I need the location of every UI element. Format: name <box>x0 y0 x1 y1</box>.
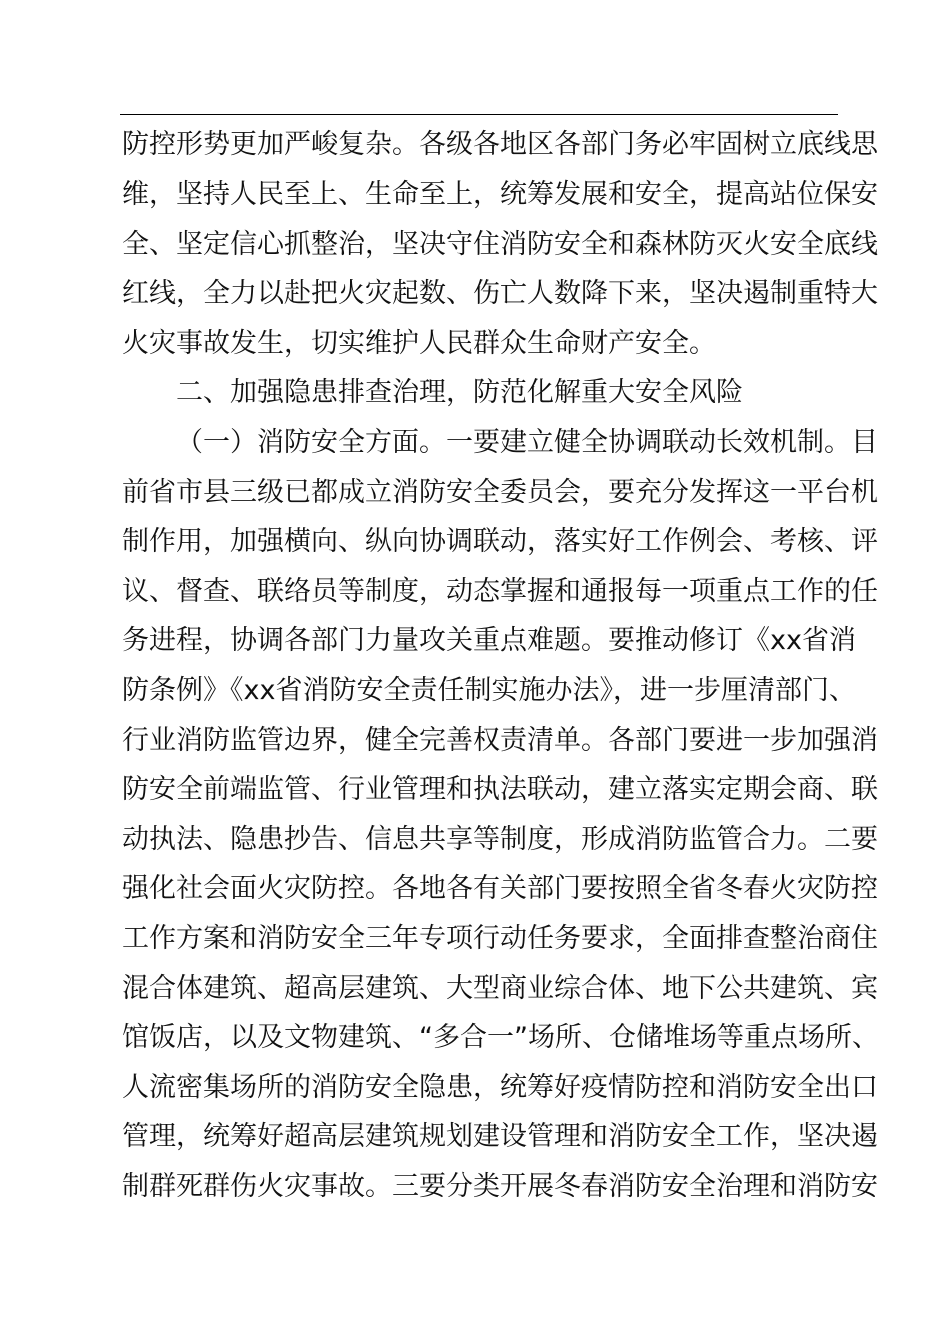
text-line: （一）消防安全方面。一要建立健全协调联动长效机制。目 <box>176 427 878 458</box>
text-line: 制作用，加强横向、纵向协调联动，落实好工作例会、考核、评 <box>122 526 878 557</box>
text-line: 防安全前端监管、行业管理和执法联动，建立落实定期会商、联 <box>122 774 878 805</box>
text-line: 防控形势更加严峻复杂。各级各地区各部门务必牢固树立底线思 <box>122 129 878 160</box>
text-line: 行业消防监管边界，健全完善权责清单。各部门要进一步加强消 <box>122 725 878 756</box>
text-line: 全、坚定信心抓整治，坚决守住消防安全和森林防灭火安全底线 <box>122 229 878 260</box>
section-heading: 二、加强隐患排查治理，防范化解重大安全风险 <box>176 377 743 408</box>
text-line: 防条例》《xx省消防安全责任制实施办法》，进一步厘清部门、 <box>122 675 856 706</box>
text-line: 维，坚持人民至上、生命至上，统筹发展和安全，提高站位保安 <box>122 179 878 210</box>
header-rule <box>120 114 838 115</box>
text-line: 混合体建筑、超高层建筑、大型商业综合体、地下公共建筑、宾 <box>122 973 878 1004</box>
text-line: 务进程，协调各部门力量攻关重点难题。要推动修订《xx省消 <box>122 625 856 656</box>
text-line: 制群死群伤火灾事故。三要分类开展冬春消防安全治理和消防安 <box>122 1171 878 1202</box>
text-line: 火灾事故发生，切实维护人民群众生命财产安全。 <box>122 328 716 359</box>
text-line: 人流密集场所的消防安全隐患，统筹好疫情防控和消防安全出口 <box>122 1072 878 1103</box>
text-line: 动执法、隐患抄告、信息共享等制度，形成消防监管合力。二要 <box>122 824 878 855</box>
text-line: 强化社会面火灾防控。各地各有关部门要按照全省冬春火灾防控 <box>122 873 878 904</box>
text-line: 红线，全力以赴把火灾起数、伤亡人数降下来，坚决遏制重特大 <box>122 278 878 309</box>
text-line: 馆饭店，以及文物建筑、“多合一”场所、仓储堆场等重点场所、 <box>122 1022 879 1053</box>
text-line: 工作方案和消防安全三年专项行动任务要求，全面排查整治商住 <box>122 923 878 954</box>
text-line: 议、督查、联络员等制度，动态掌握和通报每一项重点工作的任 <box>122 576 878 607</box>
text-line: 管理，统筹好超高层建筑规划建设管理和消防安全工作，坚决遏 <box>122 1121 878 1152</box>
text-line: 前省市县三级已都成立消防安全委员会，要充分发挥这一平台机 <box>122 477 878 508</box>
